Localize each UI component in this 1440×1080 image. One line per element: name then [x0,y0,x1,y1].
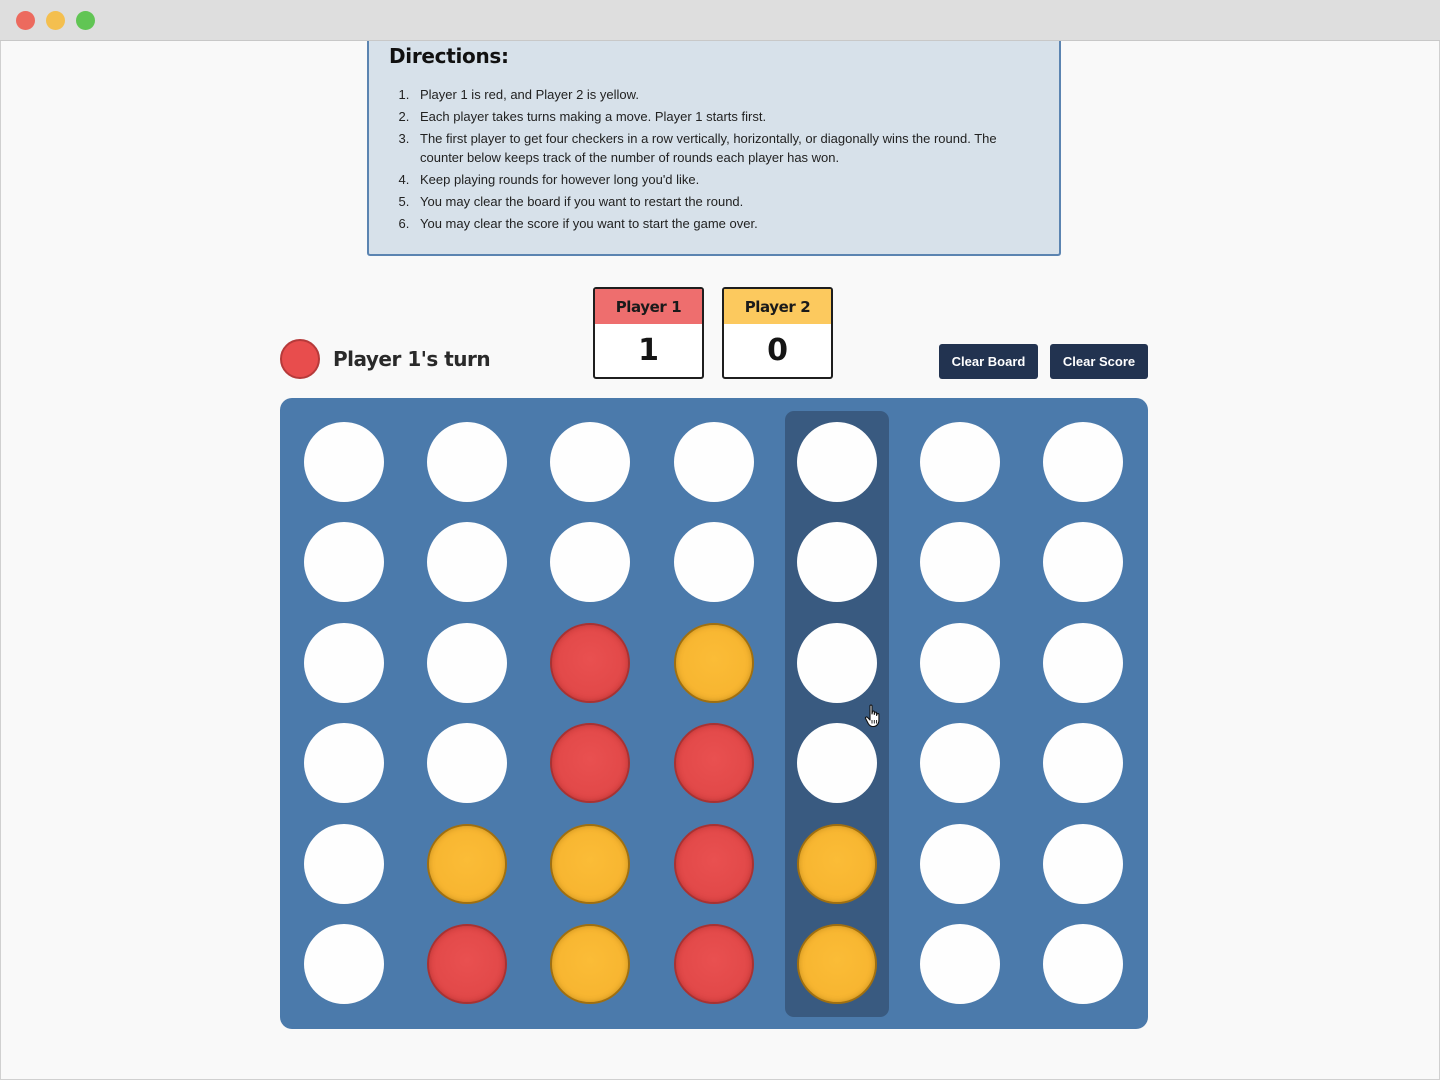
directions-item: 5. You may clear the board if you want to restart the round. [413,192,1039,211]
board-cell-r3-c4-yellow[interactable] [674,623,754,703]
board-cell-r6-c2-red[interactable] [427,924,507,1004]
directions-list [389,85,1039,233]
board-cell-r3-c5-empty[interactable] [797,623,877,703]
board-cell-r3-c2-empty[interactable] [427,623,507,703]
directions-item: 3. The first player to get four checkers in a row vertically, horizontally, or diagonally wins the round. The counter below keeps track of the number of rounds each player has won. [413,129,1039,167]
board-cell-r2-c6-empty[interactable] [920,522,1000,602]
game-board [280,398,1148,1029]
board-cell-r3-c3-red[interactable] [550,623,630,703]
board-cell-r6-c4-red[interactable] [674,924,754,1004]
board-cell-r1-c5-empty[interactable] [797,422,877,502]
board-cell-r4-c4-red[interactable] [674,723,754,803]
board-cell-r5-c3-yellow[interactable] [550,824,630,904]
board-cell-r2-c3-empty[interactable] [550,522,630,602]
directions-item: 4. Keep playing rounds for however long you'd like. [413,170,1039,189]
board-cell-r1-c4-empty[interactable] [674,422,754,502]
hand-cursor-icon [864,704,884,728]
board-cell-r2-c4-empty[interactable] [674,522,754,602]
board-cell-r1-c7-empty[interactable] [1043,422,1123,502]
board-cell-r3-c7-empty[interactable] [1043,623,1123,703]
board-cell-r6-c1-empty[interactable] [304,924,384,1004]
turn-label: Player 1's turn [333,347,491,371]
board-cell-r4-c1-empty[interactable] [304,723,384,803]
player2-score-card [722,287,833,379]
board-cell-r6-c3-yellow[interactable] [550,924,630,1004]
player2-score-label: Player 2 [724,289,831,324]
player1-score-label: Player 1 [595,289,702,324]
board-cell-r3-c6-empty[interactable] [920,623,1000,703]
board-cell-r3-c1-empty[interactable] [304,623,384,703]
player1-score-card [593,287,704,379]
board-cell-r2-c2-empty[interactable] [427,522,507,602]
board-cell-r5-c5-yellow[interactable] [797,824,877,904]
board-cell-r5-c6-empty[interactable] [920,824,1000,904]
board-cell-r6-c5-yellow[interactable] [797,924,877,1004]
board-cell-r4-c6-empty[interactable] [920,723,1000,803]
board-cell-r5-c2-yellow[interactable] [427,824,507,904]
board-cell-r2-c7-empty[interactable] [1043,522,1123,602]
window-titlebar [0,0,1440,41]
board-cell-r5-c7-empty[interactable] [1043,824,1123,904]
board-cell-r4-c2-empty[interactable] [427,723,507,803]
directions-panel [367,41,1061,256]
board-cell-r5-c4-red[interactable] [674,824,754,904]
clear-score-button[interactable]: Clear Score [1050,344,1148,379]
turn-disc-icon [280,339,320,379]
window-close-button[interactable] [16,11,35,30]
clear-board-button[interactable]: Clear Board [939,344,1038,379]
board-cell-r1-c2-empty[interactable] [427,422,507,502]
board-cell-r4-c7-empty[interactable] [1043,723,1123,803]
directions-item: 6. You may clear the score if you want to start the game over. [413,214,1039,233]
board-cell-r4-c5-empty[interactable] [797,723,877,803]
turn-indicator [280,339,490,379]
board-cell-r6-c6-empty[interactable] [920,924,1000,1004]
board-cell-r4-c3-red[interactable] [550,723,630,803]
player2-score-value: 0 [767,333,788,368]
window-maximize-button[interactable] [76,11,95,30]
board-cell-r2-c5-empty[interactable] [797,522,877,602]
board-cell-r1-c3-empty[interactable] [550,422,630,502]
board-cell-r6-c7-empty[interactable] [1043,924,1123,1004]
directions-item: 2. Each player takes turns making a move. Player 1 starts first. [413,107,1039,126]
directions-item: 1. Player 1 is red, and Player 2 is yellow. [413,85,1039,104]
board-cell-r1-c6-empty[interactable] [920,422,1000,502]
board-cell-r2-c1-empty[interactable] [304,522,384,602]
board-cell-r1-c1-empty[interactable] [304,422,384,502]
player1-score-value: 1 [638,333,659,368]
board-cell-r5-c1-empty[interactable] [304,824,384,904]
directions-title: Directions: [389,44,509,68]
window-minimize-button[interactable] [46,11,65,30]
